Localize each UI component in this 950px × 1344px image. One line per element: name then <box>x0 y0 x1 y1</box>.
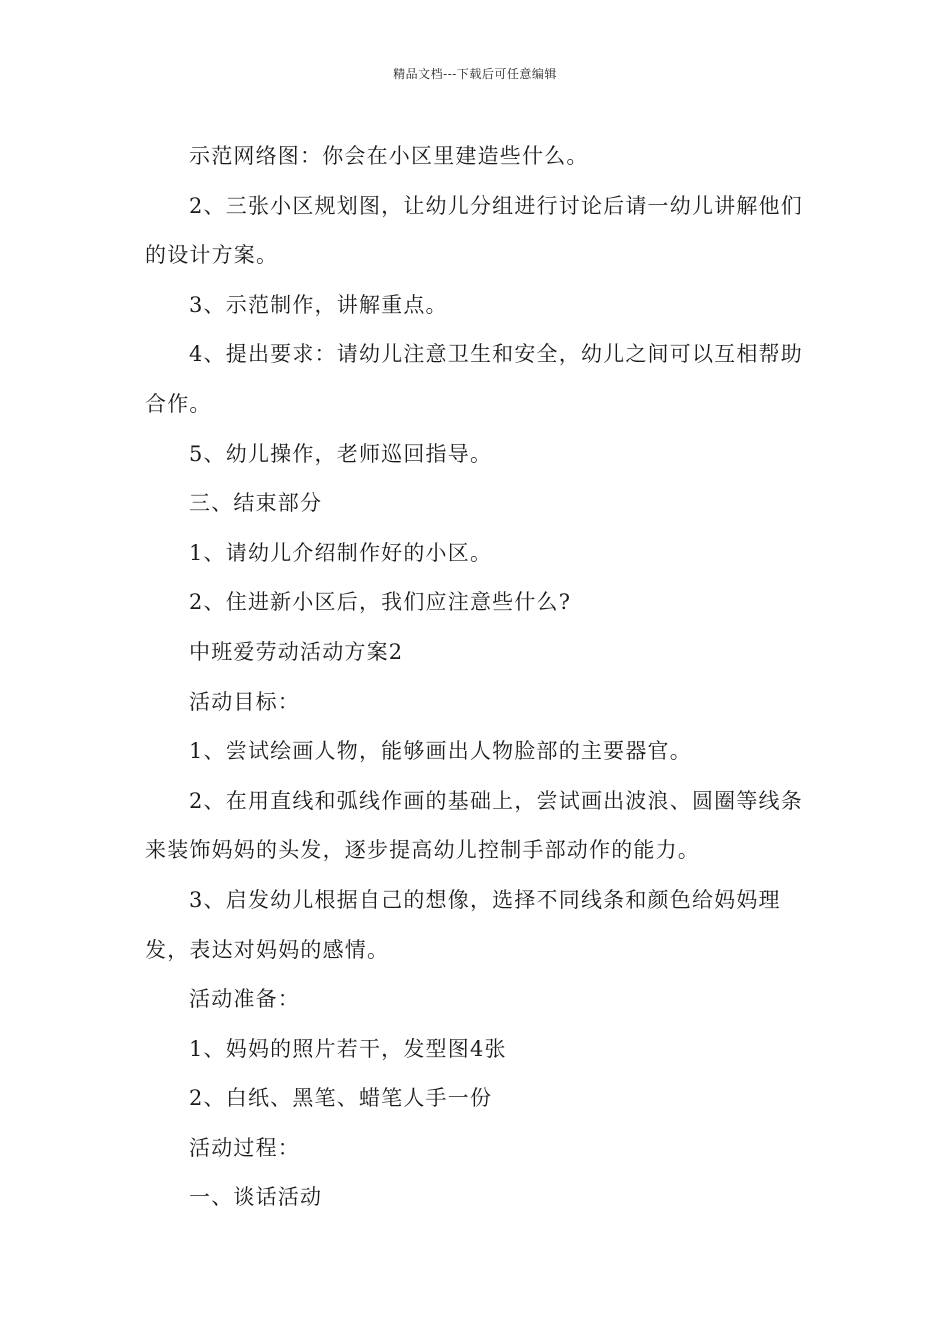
section-heading: 活动目标： <box>189 689 300 714</box>
paragraph: 5、幼儿操作，老师巡回指导。 <box>189 441 493 466</box>
paragraph: 4、提出要求：请幼儿注意卫生和安全，幼儿之间可以互相帮助合作。 <box>145 342 803 416</box>
section-heading: 活动准备： <box>189 987 300 1012</box>
section-heading: 活动过程： <box>189 1135 300 1160</box>
paragraph: 1、尝试绘画人物，能够画出人物脸部的主要器官。 <box>189 739 692 764</box>
paragraph: 示范网络图：你会在小区里建造些什么。 <box>189 144 589 168</box>
document-body <box>145 132 817 1223</box>
paragraph: 1、妈妈的照片若干，发型图4张 <box>189 1036 507 1061</box>
paragraph: 3、启发幼儿根据自己的想像，选择不同线条和颜色给妈妈理发，表达对妈妈的感情。 <box>145 887 781 962</box>
paragraph: 2、三张小区规划图，让幼儿分组进行讨论后请一幼儿讲解他们的设计方案。 <box>145 193 803 268</box>
section-heading: 一、谈话活动 <box>189 1185 323 1210</box>
paragraph: 3、示范制作，讲解重点。 <box>189 292 448 317</box>
paragraph: 2、住进新小区后，我们应注意些什么? <box>189 590 572 615</box>
plan-title: 中班爱劳动活动方案2 <box>189 639 404 664</box>
paragraph: 1、请幼儿介绍制作好的小区。 <box>189 540 493 565</box>
page-header: 精品文档---下载后可任意编辑 <box>393 67 557 81</box>
paragraph: 2、白纸、黑笔、蜡笔人手一份 <box>189 1086 493 1111</box>
section-heading: 三、结束部分 <box>189 491 323 516</box>
paragraph: 2、在用直线和弧线作画的基础上，尝试画出波浪、圆圈等线条来装饰妈妈的头发，逐步提高幼儿控制手部动作的能力。 <box>145 788 803 863</box>
